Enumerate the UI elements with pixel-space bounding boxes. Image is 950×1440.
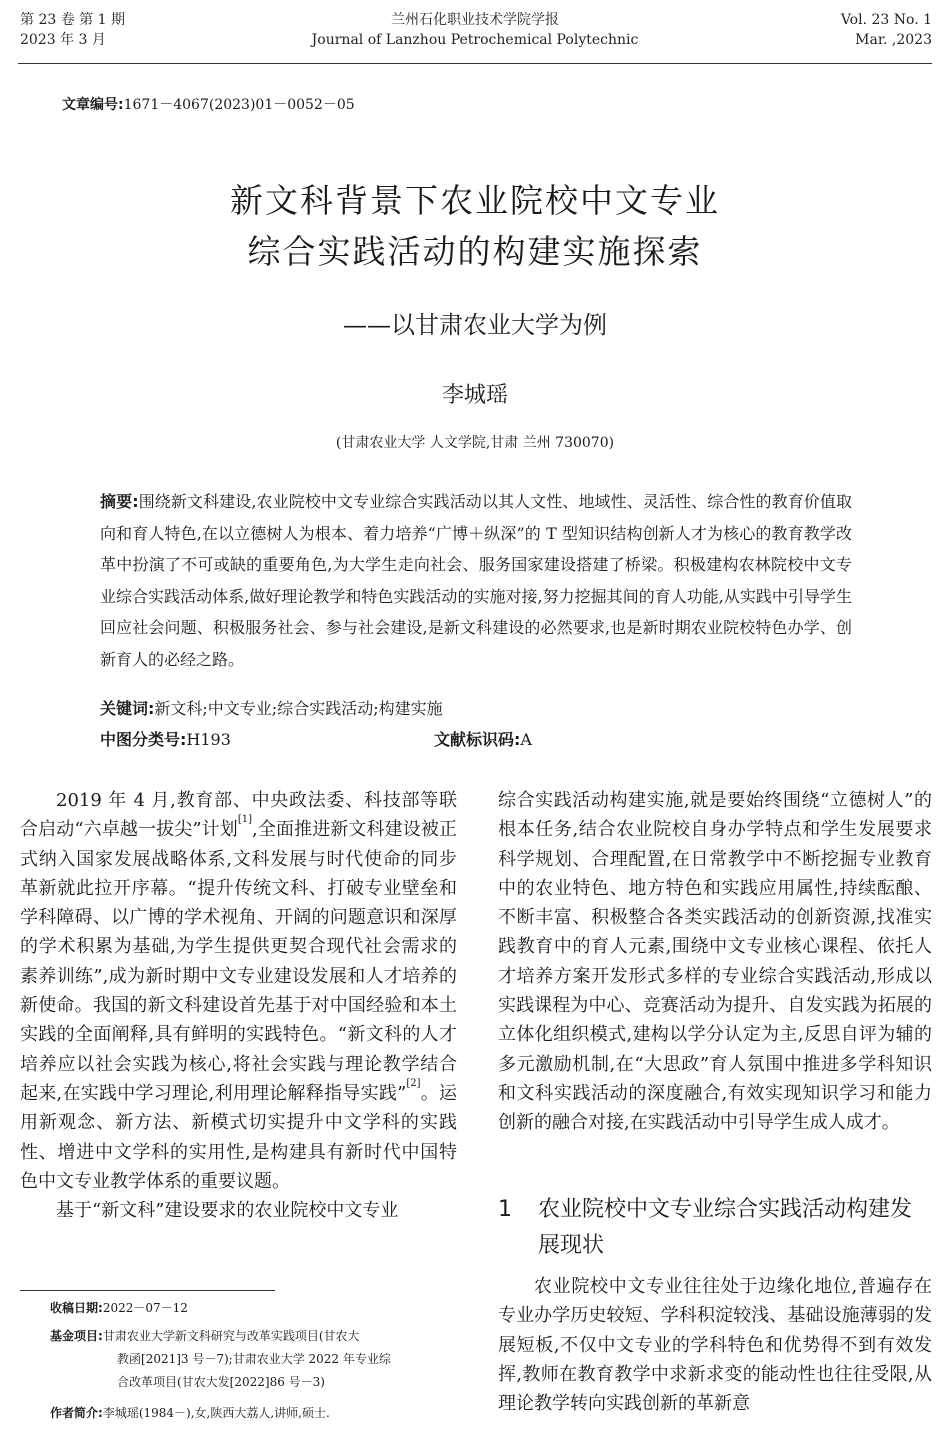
abstract-label: 摘要:: [100, 492, 139, 511]
journal-name: [0, 10, 950, 50]
footnote-fund: [50, 1325, 460, 1394]
journal-volume-info-english: [841, 10, 932, 50]
subtitle: ——以甘肃农业大学为例: [343, 311, 607, 339]
citation-ref-2: [2]: [406, 1077, 421, 1089]
volume-issue: 第 23 卷 第 1 期: [20, 12, 125, 28]
section-title: 农业院校中文专业综合实践活动构建发展现状: [538, 1197, 913, 1258]
author-affiliation: (甘肃农业大学 人文学院,甘肃 兰州 730070): [335, 435, 615, 451]
fund-label: 基金项目:: [50, 1329, 103, 1343]
header-divider: [18, 63, 932, 64]
abstract-text: 围绕新文科建设,农业院校中文专业综合实践活动以其人文性、地域性、灵活性、综合性的教育价值取向和育人特色,在以立德树人为根本、着力培养“广博＋纵深”的 T 型知识结构创新人才为核心的教育教学改革中扮演了不可或缺的重要角色,为大学生走向社会、服务国家建设搭建了桥梁。积极建构农林院校中文专业综合实践活动体系,做好理论教学和特色实践活动的实施对接,努力挖掘其间的育人功能,从实践中引导学生回应社会问题、积极服务社会、参与社会建设,是新文科建设的必然要求,也是新时期农业院校特色办学、创新育人的必经之路。: [100, 492, 852, 669]
body-text: 。运用新观念、新方法、新模式切实提升中文学科的实践性、增进中文学科的实用性,是构建具有新时代中国特色中文专业教学体系的重要议题。: [20, 1082, 457, 1192]
footnote-divider: [20, 1290, 275, 1291]
document-code: [434, 727, 532, 750]
received-value: 2022－07－12: [102, 1301, 188, 1315]
citation-ref-1: [1]: [237, 814, 253, 826]
title-line-1: 新文科背景下农业院校中文专业: [230, 181, 720, 220]
issue-date-english: Mar. ,2023: [855, 32, 932, 48]
body-paragraph: 基于“新文科”建设要求的农业院校中文专业: [56, 1200, 399, 1222]
footnote-received-date: [50, 1297, 188, 1320]
document-code-value: A: [520, 730, 532, 749]
body-paragraph: 综合实践活动构建实施,就是要始终围绕“立德树人”的根本任务,结合农业院校自身办学特点和学生发展要求科学规划、合理配置,在日常教学中不断挖掘专业教育中的农业特色、地方特色和实践应用属性,持续酝酿、不断丰富、积极整合各类实践活动的创新资源,找准实践教育中的育人元素,围绕中文专业核心课程、依托人才培养方案开发形式多样的专业综合实践活动,形成以实践课程为中心、竞赛活动为提升、自发实践为拓展的立体化组织模式,建构以学分认定为主,反思自评为辅的多元激励机制,在“大思政”育人氛围中推进多学科知识和文科实践活动的深度融合,有效实现知识学习和能力创新的融合对接,在实践活动中引导学生成人成才。: [498, 790, 932, 1134]
body-text: 2019 年 4 月,教育部、中央政法委、科技部等联合启动“六卓越一拔尖”计划: [20, 790, 457, 841]
article-number-label: 文章编号:: [62, 97, 124, 113]
received-label: 收稿日期:: [50, 1301, 103, 1315]
title-line-2: 综合实践活动的构建实施探索: [247, 232, 703, 271]
document-code-label: 文献标识码:: [434, 730, 521, 749]
fund-value-line-3: 合改革项目(甘农大发[2022]86 号－3): [117, 1375, 325, 1389]
journal-name-english: Journal of Lanzhou Petrochemical Polytechnic: [311, 32, 639, 48]
abstract: [100, 486, 852, 675]
body-left-column: [20, 786, 457, 1225]
body-right-column-continued: [498, 1272, 932, 1418]
section-heading: [498, 1192, 932, 1264]
fund-value-line-1: 甘肃农业大学新文科研究与改革实践项目(甘农大: [102, 1329, 360, 1343]
classification-label: 中图分类号:: [100, 730, 187, 749]
journal-name-chinese: 兰州石化职业技术学院学报: [391, 12, 559, 28]
footnote-author-bio: [50, 1402, 330, 1425]
volume-issue-english: Vol. 23 No. 1: [840, 12, 932, 28]
body-right-column: [498, 786, 932, 1138]
body-paragraph: 农业院校中文专业往往处于边缘化地位,普遍存在专业办学历史较短、学科积淀较浅、基础设施薄弱的发展短板,不仅中文专业的学科特色和优势得不到有效发挥,教师在教育教学中求新求变的能动性也往往受限,从理论教学转向实践创新的革新意: [498, 1276, 932, 1415]
author-bio-value: 李城瑶(1984－),女,陕西大荔人,讲师,硕士.: [102, 1406, 330, 1420]
article-number: [62, 94, 355, 114]
section-number: 1: [498, 1197, 512, 1222]
author-name: 李城瑶: [441, 383, 508, 408]
article-number-value: 1671－4067(2023)01－0052－05: [123, 97, 355, 113]
body-paragraph: [20, 786, 457, 1196]
fund-value-line-2: 教函[2021]3 号－7);甘肃农业大学 2022 年专业综: [117, 1352, 391, 1366]
issue-date: 2023 年 3 月: [20, 32, 106, 48]
keywords-value: 新文科;中文专业;综合实践活动;构建实施: [154, 699, 443, 718]
body-text: ,全面推进新文科建设被正式纳入国家发展战略体系,文科发展与时代使命的同步革新就此拉开序幕。“提升传统文科、打破专业壁垒和学科障碍、以广博的学术视角、开阔的问题意识和深厚的学术积累为基础,为学生提供更契合现代社会需求的素养训练”,成为新时期中文专业建设发展和人才培养的新使命。我国的新文科建设首先基于对中国经验和本土实践的全面阐释,具有鲜明的实践特色。“新文科的人才培养应以社会实践为核心,将社会实践与理论教学结合起来,在实践中学习理论,利用理论解释指导实践”: [20, 819, 457, 1104]
keywords: [100, 696, 443, 719]
keywords-label: 关键词:: [100, 699, 155, 718]
classification-value: H193: [186, 730, 231, 749]
author-bio-label: 作者简介:: [50, 1406, 103, 1420]
classification-number: [100, 727, 231, 750]
